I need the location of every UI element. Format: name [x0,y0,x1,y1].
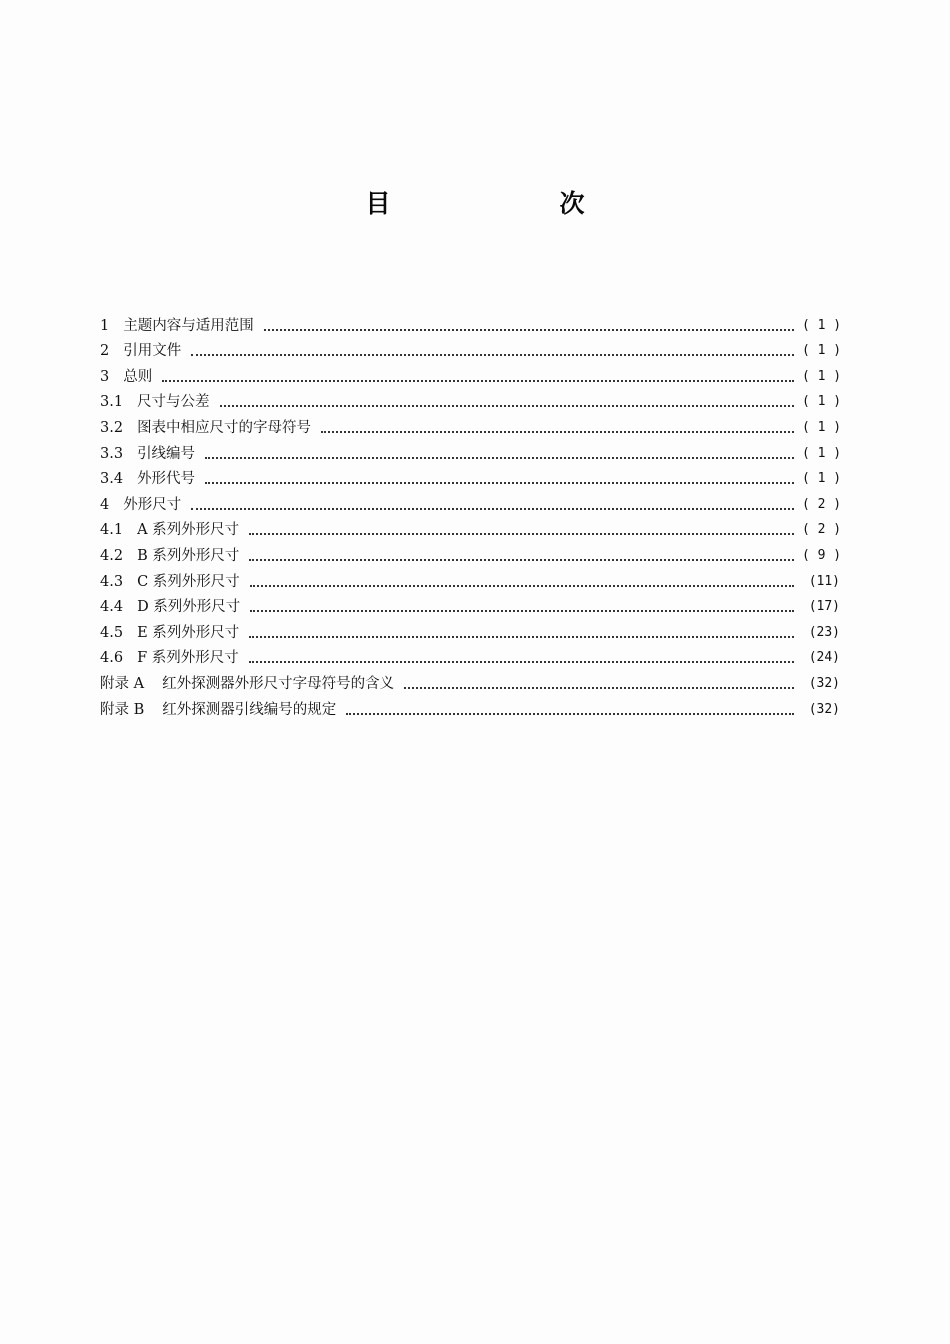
toc-entry-number: 4.1 [100,522,124,539]
toc-entry-number: 4.3 [100,573,124,590]
toc-entry-number: 3.3 [100,445,124,462]
toc-entry-label: 尺寸与公差 [137,394,210,411]
toc-entry-number: 3.4 [100,471,124,488]
toc-entry-label: 红外探测器引线编号的规定 [162,701,337,718]
toc-entry[interactable] [100,387,840,413]
toc-entry-appendix[interactable] [100,668,840,694]
dot-leader [191,508,794,510]
dot-leader [250,610,794,612]
toc-entry[interactable] [100,361,840,387]
toc-entry[interactable] [100,643,840,669]
table-of-contents [100,310,840,720]
toc-entry-page: (11) [808,573,840,589]
toc-entry-label: 红外探测器外形尺寸字母符号的含义 [162,675,395,692]
dot-leader [249,559,794,561]
toc-entry-label: D 系列外形尺寸 [137,599,241,616]
toc-entry-page: ( 1 ) [802,419,842,435]
toc-entry-number: 4.5 [100,624,124,641]
toc-entry-page: ( 2 ) [802,522,842,538]
toc-entry-number: 4 [100,496,110,513]
toc-entry-page: ( 1 ) [802,368,842,384]
dot-leader [250,585,794,587]
toc-entry-page: ( 9 ) [802,547,842,563]
toc-entry-label: A 系列外形尺寸 [137,522,240,539]
toc-entry-page: ( 1 ) [802,394,842,410]
toc-entry[interactable] [100,592,840,618]
toc-entry-page: ( 1 ) [802,317,842,333]
toc-entry-label: F 系列外形尺寸 [137,650,239,667]
dot-leader [162,380,794,382]
toc-entry-number: 3 [100,368,110,385]
toc-entry[interactable] [100,336,840,362]
toc-entry-page: ( 1 ) [802,471,842,487]
toc-entry-page: (23) [808,624,840,640]
toc-entry[interactable] [100,438,840,464]
toc-entry-label: C 系列外形尺寸 [137,573,240,590]
dot-leader [249,636,794,638]
dot-leader [205,457,794,459]
toc-entry-label: B 系列外形尺寸 [137,547,240,564]
toc-entry-number: 4.2 [100,547,124,564]
toc-entry-label: 外形尺寸 [123,496,182,513]
toc-entry-number: 1 [100,317,110,334]
toc-entry[interactable] [100,540,840,566]
toc-entry[interactable] [100,566,840,592]
dot-leader [346,713,794,715]
dot-leader [249,533,794,535]
toc-entry-page: (24) [808,650,840,666]
toc-entry[interactable] [100,489,840,515]
toc-entry-number: 4.4 [100,599,124,616]
dot-leader [205,482,794,484]
dot-leader [220,405,794,407]
page-title: 目 次 [365,189,657,218]
dot-leader [404,687,794,689]
toc-entry-page: ( 1 ) [802,343,842,359]
toc-entry-label: 图表中相应尺寸的字母符号 [137,419,312,436]
toc-entry-number: 3.1 [100,394,124,411]
toc-entry-number: 附录 A [100,675,145,692]
toc-entry-label: 引用文件 [123,343,182,360]
toc-entry-number: 4.6 [100,650,124,667]
toc-entry[interactable] [100,412,840,438]
toc-entry-label: 引线编号 [137,445,196,462]
toc-entry-page: (32) [808,675,840,691]
toc-entry-number: 附录 B [100,701,145,718]
toc-entry-number: 2 [100,343,110,360]
toc-entry-label: E 系列外形尺寸 [137,624,240,641]
dot-leader [264,329,794,331]
toc-entry[interactable] [100,310,840,336]
dot-leader [321,431,794,433]
toc-entry-number: 3.2 [100,419,124,436]
toc-entry-label: 总则 [123,368,153,385]
toc-entry-page: (17) [808,599,840,615]
toc-entry-page: ( 1 ) [802,445,842,461]
dot-leader [249,661,794,663]
dot-leader [191,354,794,356]
toc-entry-label: 主题内容与适用范围 [123,317,254,334]
toc-entry-page: ( 2 ) [802,496,842,512]
toc-entry-label: 外形代号 [137,471,196,488]
toc-entry[interactable] [100,617,840,643]
toc-entry[interactable] [100,464,840,490]
toc-entry[interactable] [100,515,840,541]
toc-entry-appendix[interactable] [100,694,840,720]
toc-entry-page: (32) [808,701,840,717]
